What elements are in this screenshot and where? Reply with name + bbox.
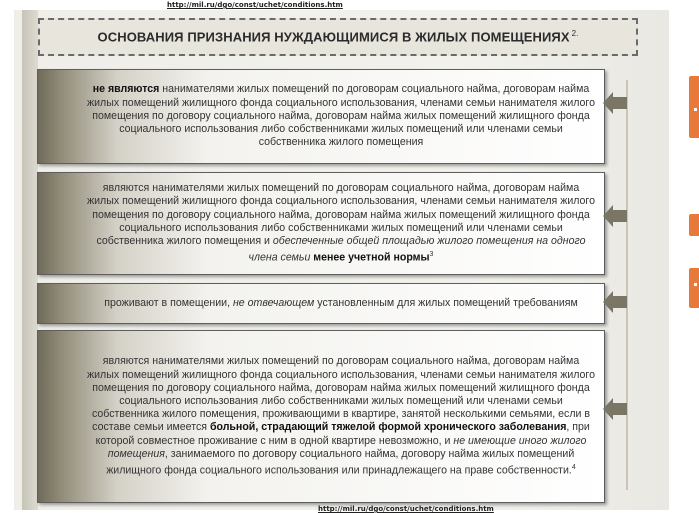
- condition-panel-4: [37, 330, 605, 503]
- arrow-left-icon: [603, 398, 627, 420]
- slide-title: [98, 29, 579, 44]
- arrow-left-icon: [603, 205, 627, 227]
- edge-accent-dot: [694, 283, 697, 286]
- slide-title-text: ОСНОВАНИЯ ПРИЗНАНИЯ НУЖДАЮЩИМИСЯ В ЖИЛЫХ ПОМЕЩЕНИЯХ: [97, 29, 570, 45]
- slide-title-box: [38, 18, 638, 56]
- condition-panel-3: [37, 283, 605, 324]
- condition-1-body: нанимателями жилых помещений по договорам социального найма, договорам найма жилых помещений жилищного фонда социального использования, членами семьи нанимателя жилого помещения по договору социального найма, договорам найма жилых помещений жилищного фонда социального использования либо собственниками жилых помещений или членами семьи собственника жилого помещения: [87, 83, 595, 149]
- title-footnote: 2.: [571, 29, 579, 39]
- condition-text-2: [86, 173, 596, 274]
- source-link-bottom[interactable]: http://mil.ru/dgo/const/uchet/conditions.htm: [318, 505, 494, 513]
- condition-2-body: являются нанимателями жилых помещений по договорам социального найма, договорам найма жилых помещений жилищного фонда социального использования, членами семьи нанимателя жилого помещения по договору социального найма, договорам найма жилых помещений жилищного фонда социального использования либо собственниками жилых помещений или членами семьи собственника жилого помещения и: [87, 182, 595, 247]
- arrow-left-icon: [603, 92, 627, 114]
- condition-panel-1: [37, 69, 605, 164]
- condition-4-footnote: 4: [571, 463, 576, 471]
- condition-2-bold-tail: менее учетной нормы: [310, 251, 430, 264]
- condition-4-bold-mid: больной, страдающий тяжелой формой хронического заболевания: [209, 421, 567, 434]
- edge-accent-block: [689, 214, 699, 236]
- condition-text-3: [86, 284, 596, 323]
- condition-3-body: проживают в помещении,: [104, 296, 233, 309]
- edge-accent-block: [689, 268, 699, 308]
- condition-4-body: являются нанимателями жилых помещений по договорам социального найма, договорам найма жилых помещений жилищного фонда социального использования, членами семьи нанимателя жилого помещения по договору социального найма, договорам найма жилых помещений жилищного фонда социального использования либо собственниками жилых помещений или членами семьи собственника жилого помещения, проживающими в квартире, занятой несколькими семьями, если в составе семьи имеется: [87, 355, 595, 434]
- condition-4-body-after: , занимаемого по договору социального найма, договору найма жилых помещений жилищного фонда социального использования или принадлежащего на праве собственности.: [106, 447, 575, 477]
- condition-2-footnote: 3: [429, 251, 434, 259]
- condition-4-italic: не имеющие иного жилого помещения: [107, 434, 587, 460]
- condition-3-italic: не отвечающем: [232, 296, 315, 309]
- condition-3-body-after: установленным для жилых помещений требованиям: [314, 296, 578, 309]
- condition-text-1: [86, 70, 596, 163]
- arrow-left-icon: [603, 291, 627, 313]
- edge-accent-dot: [694, 108, 697, 111]
- left-decorative-stripe: [22, 10, 38, 510]
- condition-panel-2: [37, 172, 605, 275]
- condition-4-body-mid: , при которой совместное проживание с ним в одной квартире невозможно, и: [95, 421, 590, 447]
- right-vertical-divider: [626, 80, 628, 490]
- condition-2-italic: обеспеченные общей площадью жилого помещения на одного члена семьи: [248, 234, 586, 264]
- source-link-top[interactable]: http://mil.ru/dgo/const/uchet/conditions.htm: [167, 1, 343, 9]
- edge-accent-block: [689, 76, 699, 138]
- condition-text-4: [86, 331, 596, 502]
- condition-1-bold-lead: не являются: [92, 83, 160, 96]
